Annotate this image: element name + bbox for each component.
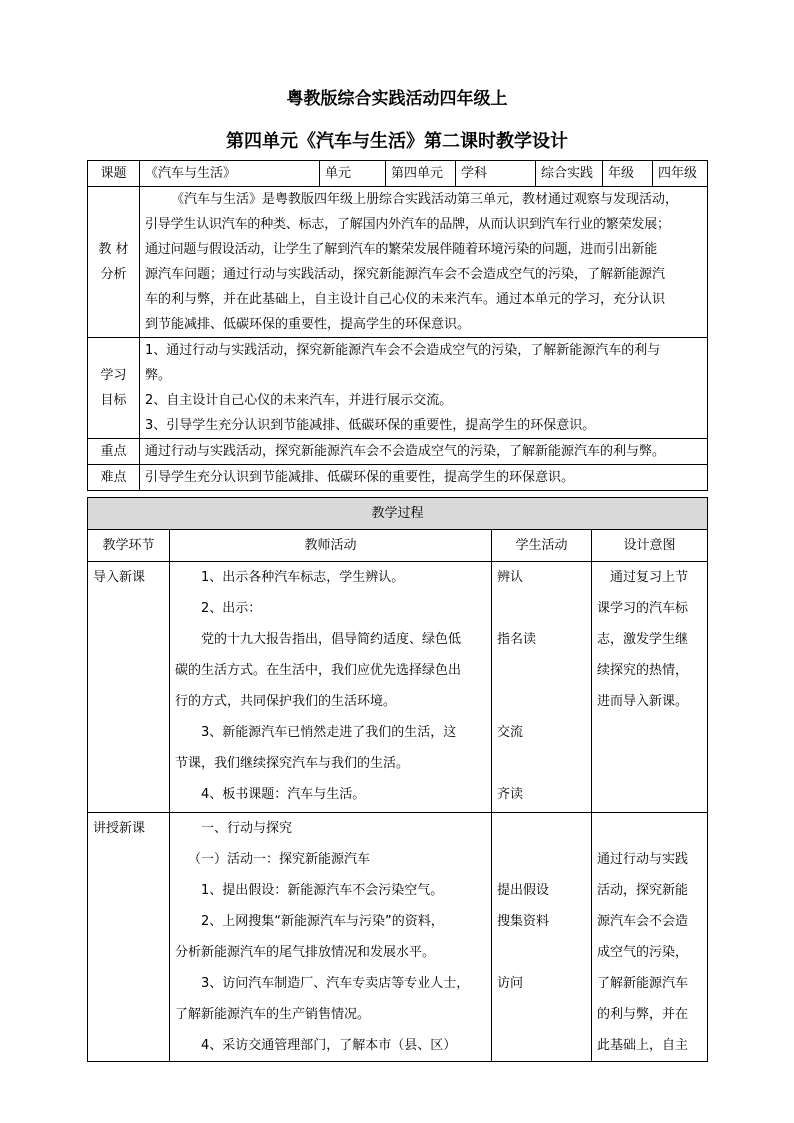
spacer [497, 593, 586, 624]
teacher-line: 节课，我们继续探究汽车与我们的生活。 [175, 756, 410, 771]
teacher-activity-intro [170, 562, 492, 813]
spacer [497, 748, 586, 779]
subject-label: 学科 [456, 161, 536, 187]
analysis-line: 通过问题与假设活动，让学生了解到汽车的繁荣发展伴随着环境污染的问题，进而引出新能 [145, 242, 658, 257]
spacer [497, 686, 586, 717]
intent-line: 了解新能源汽车 [597, 976, 689, 991]
intent-line: 续探究的热情， [597, 663, 689, 678]
intent-line: 的利与弊，并在 [597, 1007, 689, 1022]
grade-value: 四年级 [653, 161, 708, 187]
student-line: 搜集资料 [497, 914, 550, 929]
teacher-line: 2、上网搜集“新能源汽车与污染”的资料， [201, 914, 444, 929]
student-line: 访问 [497, 976, 524, 991]
student-line: 指名读 [497, 632, 537, 647]
teacher-line: 3、访问汽车制造厂、汽车专卖店等专业人士， [201, 976, 470, 991]
teacher-line: 碳的生活方式。在生活中，我们应优先选择绿色出 [175, 663, 462, 678]
teacher-line: 行的方式，共同保护我们的生活环境。 [175, 694, 397, 709]
intent-line: 成空气的污染， [597, 945, 689, 960]
spacer [497, 844, 586, 875]
document-title: 粤教版综合实践活动四年级上 [286, 89, 508, 109]
teacher-line: 党的十九大报告指出，倡导简约适度、绿色低 [201, 632, 462, 647]
col-stage: 教学环节 [88, 530, 170, 562]
student-line: 交流 [497, 725, 524, 740]
topic-label: 课题 [88, 161, 140, 187]
teacher-line: （一）活动一：探究新能源汽车 [188, 852, 371, 867]
grade-label: 年级 [603, 161, 653, 187]
student-line: 辨认 [497, 570, 524, 585]
teacher-line: 3、新能源汽车已悄然走进了我们的生活，这 [201, 725, 457, 740]
teacher-line: 1、出示各种汽车标志，学生辨认。 [201, 570, 405, 585]
analysis-text [140, 187, 708, 338]
spacer [597, 813, 702, 844]
goal-line: 3、引导学生充分认识到节能减排、低碳环保的重要性，提高学生的环保意识。 [145, 418, 596, 433]
key-point-text: 通过行动与实践活动，探究新能源汽车会不会造成空气的污染，了解新能源汽车的利与弊。 [140, 439, 708, 465]
topic-value: 《汽车与生活》 [140, 161, 320, 187]
goal-line: 2、自主设计自己心仪的未来汽车，并进行展示交流。 [145, 393, 453, 408]
teacher-line: 分析新能源汽车的尾气排放情况和发展水平。 [175, 945, 436, 960]
col-intent: 设计意图 [592, 530, 708, 562]
intent-line: 此基础上，自主 [597, 1038, 689, 1053]
teacher-line: 2、出示： [201, 601, 262, 616]
intent-line: 活动，探究新能 [597, 883, 689, 898]
teaching-process-table [87, 497, 708, 1062]
design-intent-intro [592, 562, 708, 813]
difficulty-text: 引导学生充分认识到节能减排、低碳环保的重要性，提高学生的环保意识。 [140, 465, 708, 491]
teacher-line: 4、采访交通管理部门，了解本市（县、区） [201, 1038, 457, 1053]
spacer [497, 937, 586, 968]
intent-line: 志，激发学生继 [597, 632, 689, 647]
teacher-line: 4、板书课题：汽车与生活。 [201, 787, 366, 802]
design-intent-new [592, 813, 708, 1062]
stage-label: 导入新课 [93, 570, 146, 585]
student-activity-intro [492, 562, 592, 813]
col-teacher: 教师活动 [170, 530, 492, 562]
goal-line: 弊。 [145, 368, 172, 383]
teacher-line: 了解新能源汽车的生产销售情况。 [175, 1007, 371, 1022]
stage-new-lesson [88, 813, 170, 1062]
intent-line: 通过行动与实践 [597, 852, 689, 867]
intent-line: 课学习的汽车标 [597, 601, 689, 616]
intent-line: 进而导入新课。 [597, 694, 689, 709]
subject-value: 综合实践 [536, 161, 603, 187]
goals-label: 学习 目标 [88, 338, 140, 439]
analysis-line: 引导学生认识汽车的种类、标志，了解国内外汽车的品牌，从而认识到汽车行业的繁荣发展； [145, 217, 670, 232]
teacher-line: 1、提出假设：新能源汽车不会污染空气。 [201, 883, 444, 898]
analysis-line: 源汽车问题；通过行动与实践活动，探究新能源汽车会不会造成空气的污染，了解新能源汽 [145, 267, 666, 282]
intent-line: 源汽车会不会造 [597, 914, 689, 929]
stage-intro [88, 562, 170, 813]
col-student: 学生活动 [492, 530, 592, 562]
analysis-line: 到节能减排、低碳环保的重要性，提高学生的环保意识。 [145, 317, 471, 332]
unit-label: 单元 [320, 161, 386, 187]
analysis-label: 教 材 分析 [88, 187, 140, 338]
analysis-line: 《汽车与生活》是粤教版四年级上册综合实践活动第三单元，教材通过观察与发现活动， [171, 192, 679, 207]
teacher-line: 一、行动与探究 [201, 821, 293, 836]
student-line: 齐读 [497, 787, 524, 802]
intent-line: 通过复习上节 [610, 570, 689, 585]
difficulty-label: 难点 [88, 465, 140, 491]
spacer [497, 655, 586, 686]
stage-label: 讲授新课 [93, 821, 146, 836]
analysis-line: 车的利与弊，并在此基础上，自主设计自己心仪的未来汽车。通过本单元的学习，充分认识 [145, 292, 666, 307]
student-activity-new [492, 813, 592, 1062]
key-point-label: 重点 [88, 439, 140, 465]
student-line: 提出假设 [497, 883, 550, 898]
goal-line: 1、通过行动与实践活动，探究新能源汽车会不会造成空气的污染，了解新能源汽车的利与 [145, 343, 661, 358]
teacher-activity-new [170, 813, 492, 1062]
unit-value: 第四单元 [386, 161, 456, 187]
document-subtitle: 第四单元《汽车与生活》第二课时教学设计 [226, 131, 568, 152]
lesson-info-table [87, 160, 708, 491]
goals-text [140, 338, 708, 439]
spacer [497, 813, 586, 844]
process-header: 教学过程 [88, 498, 708, 530]
